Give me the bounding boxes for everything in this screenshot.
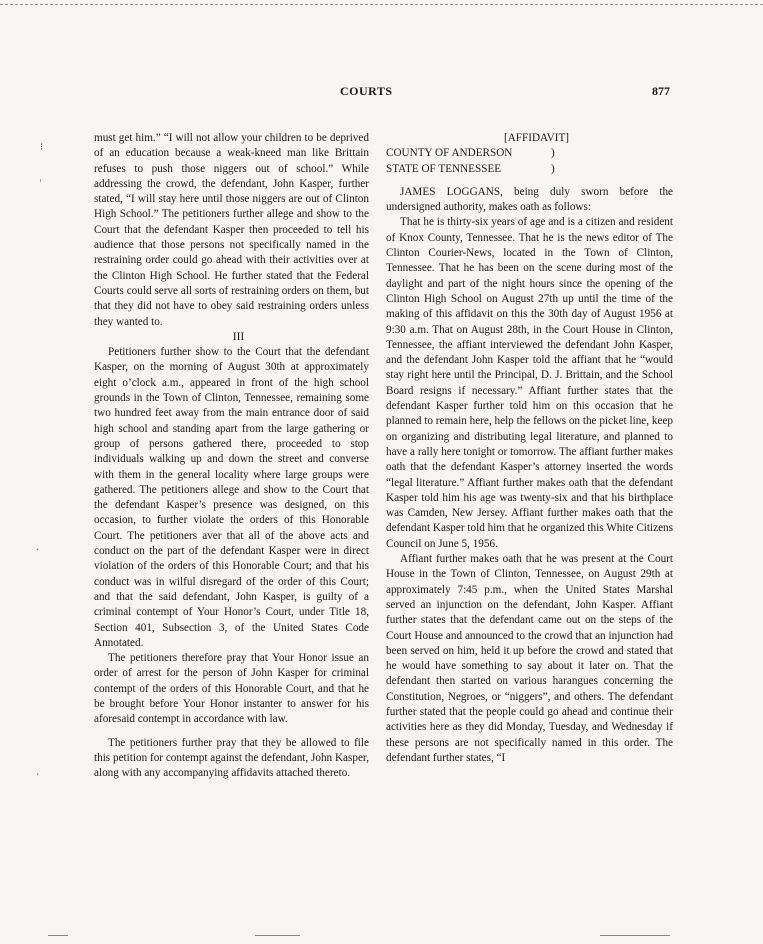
caption-county-label: COUNTY OF ANDERSON (386, 147, 513, 160)
scan-edge-line (0, 4, 763, 5)
page-number: 877 (652, 84, 670, 98)
affidavit-heading: [AFFIDAVIT] (503, 132, 570, 144)
left-paragraph: The petitioners therefore pray that Your Honor issue an order of arrest for the person of John Kasper for criminal contempt of the orders of this Honorable Court, and that he be brought before Your Honor instanter to answer for his aforesaid contempt in accordance with law. (94, 652, 369, 726)
caption-state (386, 162, 673, 177)
right-paragraph: JAMES LOGGANS, being duly sworn before the undersigned authority, makes oath as follows: (386, 185, 673, 214)
margin-speck: · (36, 545, 40, 556)
left-paragraph: The petitioners further pray that they be allowed to file this petition for contempt against the defendant, John Kasper, along with any accompanying affidavits attached thereto. (94, 736, 369, 780)
caption-county (386, 146, 673, 161)
section-heading: III (232, 330, 245, 343)
left-column (94, 131, 369, 781)
right-column (386, 131, 673, 766)
right-paragraph: Affiant further makes oath that he was present at the Court House in the Town of Clinton, Tennessee, on August 29th at approximately 7:45 p.m., when the United States Marshal served an injunction on the defendant, John Kasper. Affiant further states that the defendant came out on the steps of the Court House and announced to the crowd that an injunction had been served on him, held it up before the crowd and stated that he would have something to say about it later on. That the defendant then started on various harangues concerning the Constitution, Negroes, or “niggers”, and others. The defendant further stated that the people could go ahead and continue their activities here as they did Monday, Tuesday, and Wednesday if these persons are not specifically named in this order. The defendant further states, “I (386, 553, 673, 764)
bottom-scan-mark (600, 935, 670, 936)
left-paragraph: must get him.” “I will not allow your children to be deprived of an education because a weak-kneed man like Brittain refuses to push those niggers out of school.” While addressing the crowd, the defendant, John Kasper, further stated, “I will stay here until those niggers are out of Clinton High School.” The petitioners further allege and show to the Court that the defendant Kasper then proceeded to tell his audience that those persons not specifically named in the restraining order could go ahead with their activities over at the Clinton High School. He further stated that the Federal Courts could serve all sorts of restraining orders on them, but that they did not have to obey said restraining orders unless they wanted to. (94, 132, 369, 328)
margin-speck: · (36, 770, 40, 781)
running-title: COURTS (340, 84, 393, 98)
bottom-scan-mark (255, 935, 300, 936)
left-paragraph: Petitioners further show to the Court that the defendant Kasper, on the morning of August 30th at approximately eight o’clock a.m., appeared in front of the high school grounds in the Town of Clinton, Tennessee, remaining some two hundred feet away from the main entrance door of said high school and standing apart from the large gathering or group of persons gathered there, proceeded to stop individuals walking up and down the street and converse with them in the general locality where large groups were gathered. The petitioners allege and show to the Court that the defendant Kasper’s presence was designed, on this occasion, to further violate the orders of this Honorable Court. The petitioners aver that all of the above acts and conduct on the part of the defendant Kasper were in direct violation of the orders of this Honorable Court; and that his conduct was in wilful disregard of the order of this Court; and that the said defendant, John Kasper, is guilty of a criminal contempt of Your Honor’s Court, under Title 18, Section 401, Subsection 3, of the United States Code Annotated. (94, 346, 369, 649)
caption-state-label: STATE OF TENNESSEE (386, 162, 502, 175)
caption-bracket: ) (551, 147, 555, 160)
caption-bracket: ) (551, 162, 555, 175)
bottom-scan-mark (48, 935, 68, 936)
margin-speck: ⁝ (40, 142, 44, 153)
right-paragraph: That he is thirty-six years of age and is a citizen and resident of Knox County, Tennessee. That he is the news editor of The Clinton Courier-News, located in the Town of Clinton, Tennessee. That he has been on the scene during most of the daylight and part of the night hours since the opening of the Clinton High School on August 27th up until the time of the making of this affidavit on this the 30th day of August 1956 at 9:30 a.m. That on August 28th, in the Court House in Clinton, Tennessee, the affiant interviewed the defendant John Kasper, and the defendant John Kasper told the affiant that he “would stay right here until the Principal, D. J. Brittain, and the School Board resigns if necessary.” Affiant further states that the defendant Kasper further told him on this occasion that he planned to remain here, help the fellows on the picket line, keep on organizing and distributing legal literature, and planned to have a rally here tonight or tomorrow. The affiant further makes oath that the defendant Kasper’s attorney inserted the words “legal literature.” Affiant further makes oath that the defendant Kasper told him his age was twenty-six and that his birthplace was Camden, New Jersey. Affiant further makes oath that the defendant Kasper told him that he organized this White Citizens Council on June 5, 1956. (386, 216, 673, 550)
